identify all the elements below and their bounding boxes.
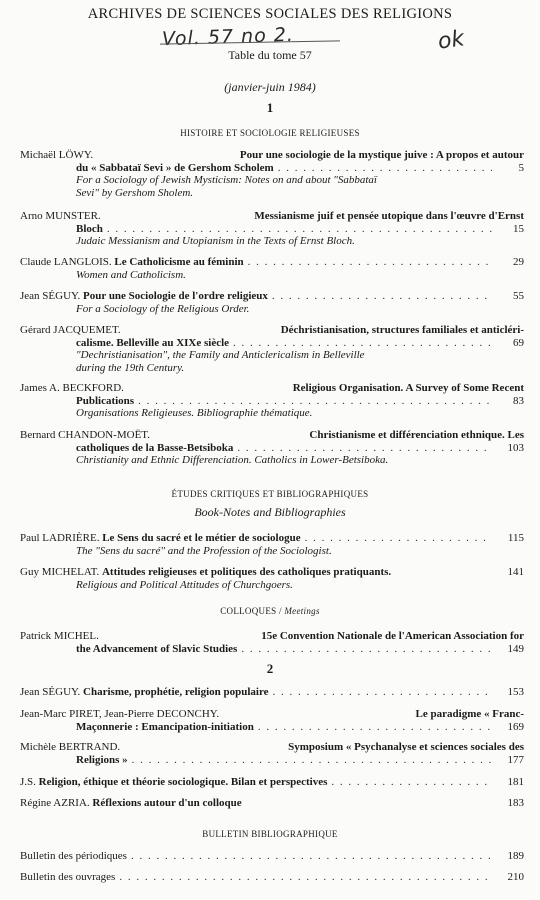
leader-dots bbox=[331, 776, 492, 789]
leader-dots bbox=[233, 337, 492, 350]
entry-title-cont: Maçonnerie : Emancipation-initiation bbox=[76, 720, 254, 733]
entry-title-cont: catholiques de la Basse-Betsiboka bbox=[76, 441, 234, 454]
section-heading-histoire: HISTOIRE ET SOCIOLOGIE RELIGIEUSES bbox=[180, 128, 360, 138]
toc-entry-michelat[interactable] bbox=[20, 566, 524, 591]
entry-title: Le Catholicisme au féminin bbox=[114, 256, 244, 268]
entry-title: Charisme, prophétie, religion populaire bbox=[83, 686, 269, 698]
leader-dots bbox=[241, 643, 492, 656]
entry-title: Attitudes religieuses et politiques des catholiques pratiquants. bbox=[101, 566, 392, 578]
part-number-2: 2 bbox=[266, 661, 274, 676]
entry-english-title: "Dechristianisation", the Family and Anticlericalism in Belleville bbox=[76, 349, 365, 361]
entry-author: Jean SÉGUY. bbox=[20, 686, 81, 698]
entry-title: Symposium « Psychanalyse et sciences sociales des bbox=[288, 741, 524, 753]
toc-entry-bertrand[interactable] bbox=[20, 741, 524, 766]
entry-english-title: Judaic Messianism and Utopianism in the Texts of Ernst Bloch. bbox=[76, 235, 355, 247]
page-number: 141 bbox=[507, 566, 524, 578]
page-number: 103 bbox=[507, 441, 524, 454]
entry-title: Le Sens du sacré et le métier de sociologue bbox=[102, 532, 301, 544]
leader-dots bbox=[258, 721, 492, 734]
section-heading-colloques bbox=[0, 606, 540, 616]
entry-title-cont: the Advancement of Slavic Studies bbox=[76, 642, 238, 655]
toc-entry-ladriere[interactable] bbox=[20, 532, 524, 557]
entry-author: Jean-Marc PIRET, Jean-Pierre DECONCHY. bbox=[20, 708, 220, 720]
entry-title: Christianisme et différenciation ethnique. Les bbox=[309, 429, 524, 441]
entry-author: Arno MUNSTER. bbox=[20, 210, 101, 222]
toc-entry-patrick-michel[interactable] bbox=[20, 630, 524, 655]
entry-english-title: Religious and Political Attitudes of Churchgoers. bbox=[76, 578, 293, 591]
entry-english-title: For a Sociology of Jewish Mysticism: Notes on and about "Sabbataï bbox=[76, 174, 377, 186]
entry-title: Déchristianisation, structures familiales et anticléri- bbox=[280, 324, 524, 336]
leader-dots bbox=[119, 871, 492, 884]
entry-title: Religion, éthique et théorie sociologique. Bilan et perspectives bbox=[38, 776, 328, 788]
toc-entry-seguy-charisme[interactable] bbox=[20, 686, 524, 699]
handwritten-volume-note: Vol. 57 no 2. bbox=[161, 23, 295, 51]
entry-author: Jean SÉGUY. bbox=[20, 290, 81, 302]
entry-title-cont: Religions » bbox=[76, 753, 128, 766]
part-number-1: 1 bbox=[266, 100, 274, 115]
page-number: 83 bbox=[513, 394, 524, 407]
toc-entry-periodiques[interactable] bbox=[20, 850, 524, 863]
toc-entry-munster[interactable] bbox=[20, 210, 524, 248]
entry-title: Le paradigme « Franc- bbox=[415, 708, 524, 720]
entry-author: Bernard CHANDON-MOËT. bbox=[20, 429, 150, 441]
entry-author: Michèle BERTRAND. bbox=[20, 741, 121, 753]
leader-dots bbox=[237, 442, 492, 455]
entry-author: Guy MICHELAT. bbox=[20, 566, 100, 578]
toc-entry-js[interactable] bbox=[20, 776, 524, 789]
toc-entry-beckford[interactable] bbox=[20, 382, 524, 420]
page-number: 153 bbox=[507, 686, 524, 698]
entry-english-title-cont: during the 19th Century. bbox=[76, 361, 185, 374]
colloques-label: COLLOQUES / bbox=[220, 606, 282, 616]
page-number: 189 bbox=[507, 850, 524, 862]
entry-label: Bulletin des périodiques bbox=[20, 850, 127, 862]
page-number: 15 bbox=[513, 222, 524, 235]
section-heading-bulletin: BULLETIN BIBLIOGRAPHIQUE bbox=[202, 829, 338, 839]
entry-author: James A. BECKFORD. bbox=[20, 382, 124, 394]
entry-author: Régine AZRIA. bbox=[20, 797, 90, 809]
entry-title: Messianisme juif et pensée utopique dans l'œuvre d'Ernst bbox=[254, 210, 524, 222]
handwritten-ok-note: ok bbox=[436, 26, 466, 55]
entry-english-title: Women and Catholicism. bbox=[76, 268, 186, 281]
page-number: 55 bbox=[513, 290, 524, 302]
page-number: 169 bbox=[507, 720, 524, 733]
page-number: 181 bbox=[507, 776, 524, 788]
page-number: 183 bbox=[507, 797, 524, 809]
page-number: 115 bbox=[507, 532, 524, 544]
entry-title-cont: Publications bbox=[76, 394, 135, 407]
journal-title: ARCHIVES DE SCIENCES SOCIALES DES RELIGIONS bbox=[87, 6, 453, 22]
toc-entry-lowy[interactable] bbox=[20, 149, 524, 199]
leader-dots bbox=[131, 850, 492, 863]
leader-dots bbox=[278, 162, 492, 175]
page-number: 177 bbox=[507, 753, 524, 766]
page-number: 149 bbox=[507, 642, 524, 655]
toc-entry-azria[interactable] bbox=[20, 797, 524, 810]
entry-author: Claude LANGLOIS. bbox=[20, 256, 112, 268]
leader-dots bbox=[248, 256, 492, 269]
toc-entry-langlois[interactable] bbox=[20, 256, 524, 281]
entry-title-cont: Bloch bbox=[76, 222, 103, 235]
toc-entry-piret-deconchy[interactable] bbox=[20, 708, 524, 733]
entry-english-title: The "Sens du sacré" and the Profession of the Sociologist. bbox=[76, 544, 332, 557]
entry-title-cont: calisme. Belleville au XIXe siècle bbox=[76, 336, 230, 349]
toc-entry-jacquemet[interactable] bbox=[20, 324, 524, 374]
entry-english-title: Organisations Religieuses. Bibliographie thématique. bbox=[76, 407, 313, 419]
entry-author: Patrick MICHEL. bbox=[20, 630, 99, 642]
entry-label: Bulletin des ouvrages bbox=[20, 871, 116, 883]
page-number: 69 bbox=[513, 336, 524, 349]
entry-author: Gérard JACQUEMET. bbox=[20, 324, 121, 336]
leader-dots bbox=[138, 395, 492, 408]
page-number: 29 bbox=[513, 256, 524, 268]
entry-title: Réflexions autour d'un colloque bbox=[92, 797, 242, 809]
section-heading-etudes: ÉTUDES CRITIQUES ET BIBLIOGRAPHIQUES bbox=[171, 489, 369, 499]
toc-entry-chandon-moet[interactable] bbox=[20, 429, 524, 467]
entry-author: J.S. bbox=[20, 776, 36, 788]
entry-title: Pour une Sociologie de l'ordre religieux bbox=[83, 290, 268, 302]
entry-author: Michaël LÖWY. bbox=[20, 149, 94, 161]
page-number: 5 bbox=[518, 161, 524, 174]
entry-title: 15e Convention Nationale de l'American Association for bbox=[261, 630, 524, 642]
issue-date: (janvier-juin 1984) bbox=[224, 80, 316, 94]
entry-title: Pour une sociologie de la mystique juive : A propos et autour bbox=[239, 149, 524, 161]
entry-english-title: For a Sociology of the Religious Order. bbox=[76, 302, 250, 315]
leader-dots bbox=[305, 532, 492, 545]
volume-subtitle: Table du tome 57 bbox=[228, 48, 312, 62]
leader-dots bbox=[272, 290, 492, 303]
section-heading-etudes-english: Book-Notes and Bibliographies bbox=[194, 505, 346, 519]
page-number: 210 bbox=[507, 871, 524, 883]
leader-dots bbox=[132, 754, 492, 767]
colloques-english: Meetings bbox=[284, 606, 320, 616]
entry-title: Religious Organisation. A Survey of Some Recent bbox=[292, 382, 524, 394]
entry-title-cont: du « Sabbataï Sevi » de Gershom Scholem bbox=[76, 161, 274, 174]
toc-entry-seguy-ordre[interactable] bbox=[20, 290, 524, 315]
leader-dots bbox=[273, 686, 492, 699]
toc-entry-ouvrages[interactable] bbox=[20, 871, 524, 884]
leader-dots bbox=[107, 223, 492, 236]
entry-author: Paul LADRIÈRE. bbox=[20, 532, 100, 544]
entry-english-title-cont: Sevi" by Gershom Sholem. bbox=[76, 186, 194, 199]
entry-english-title: Christianity and Ethnic Differenciation. Catholics in Lower-Betsiboka. bbox=[76, 454, 389, 466]
